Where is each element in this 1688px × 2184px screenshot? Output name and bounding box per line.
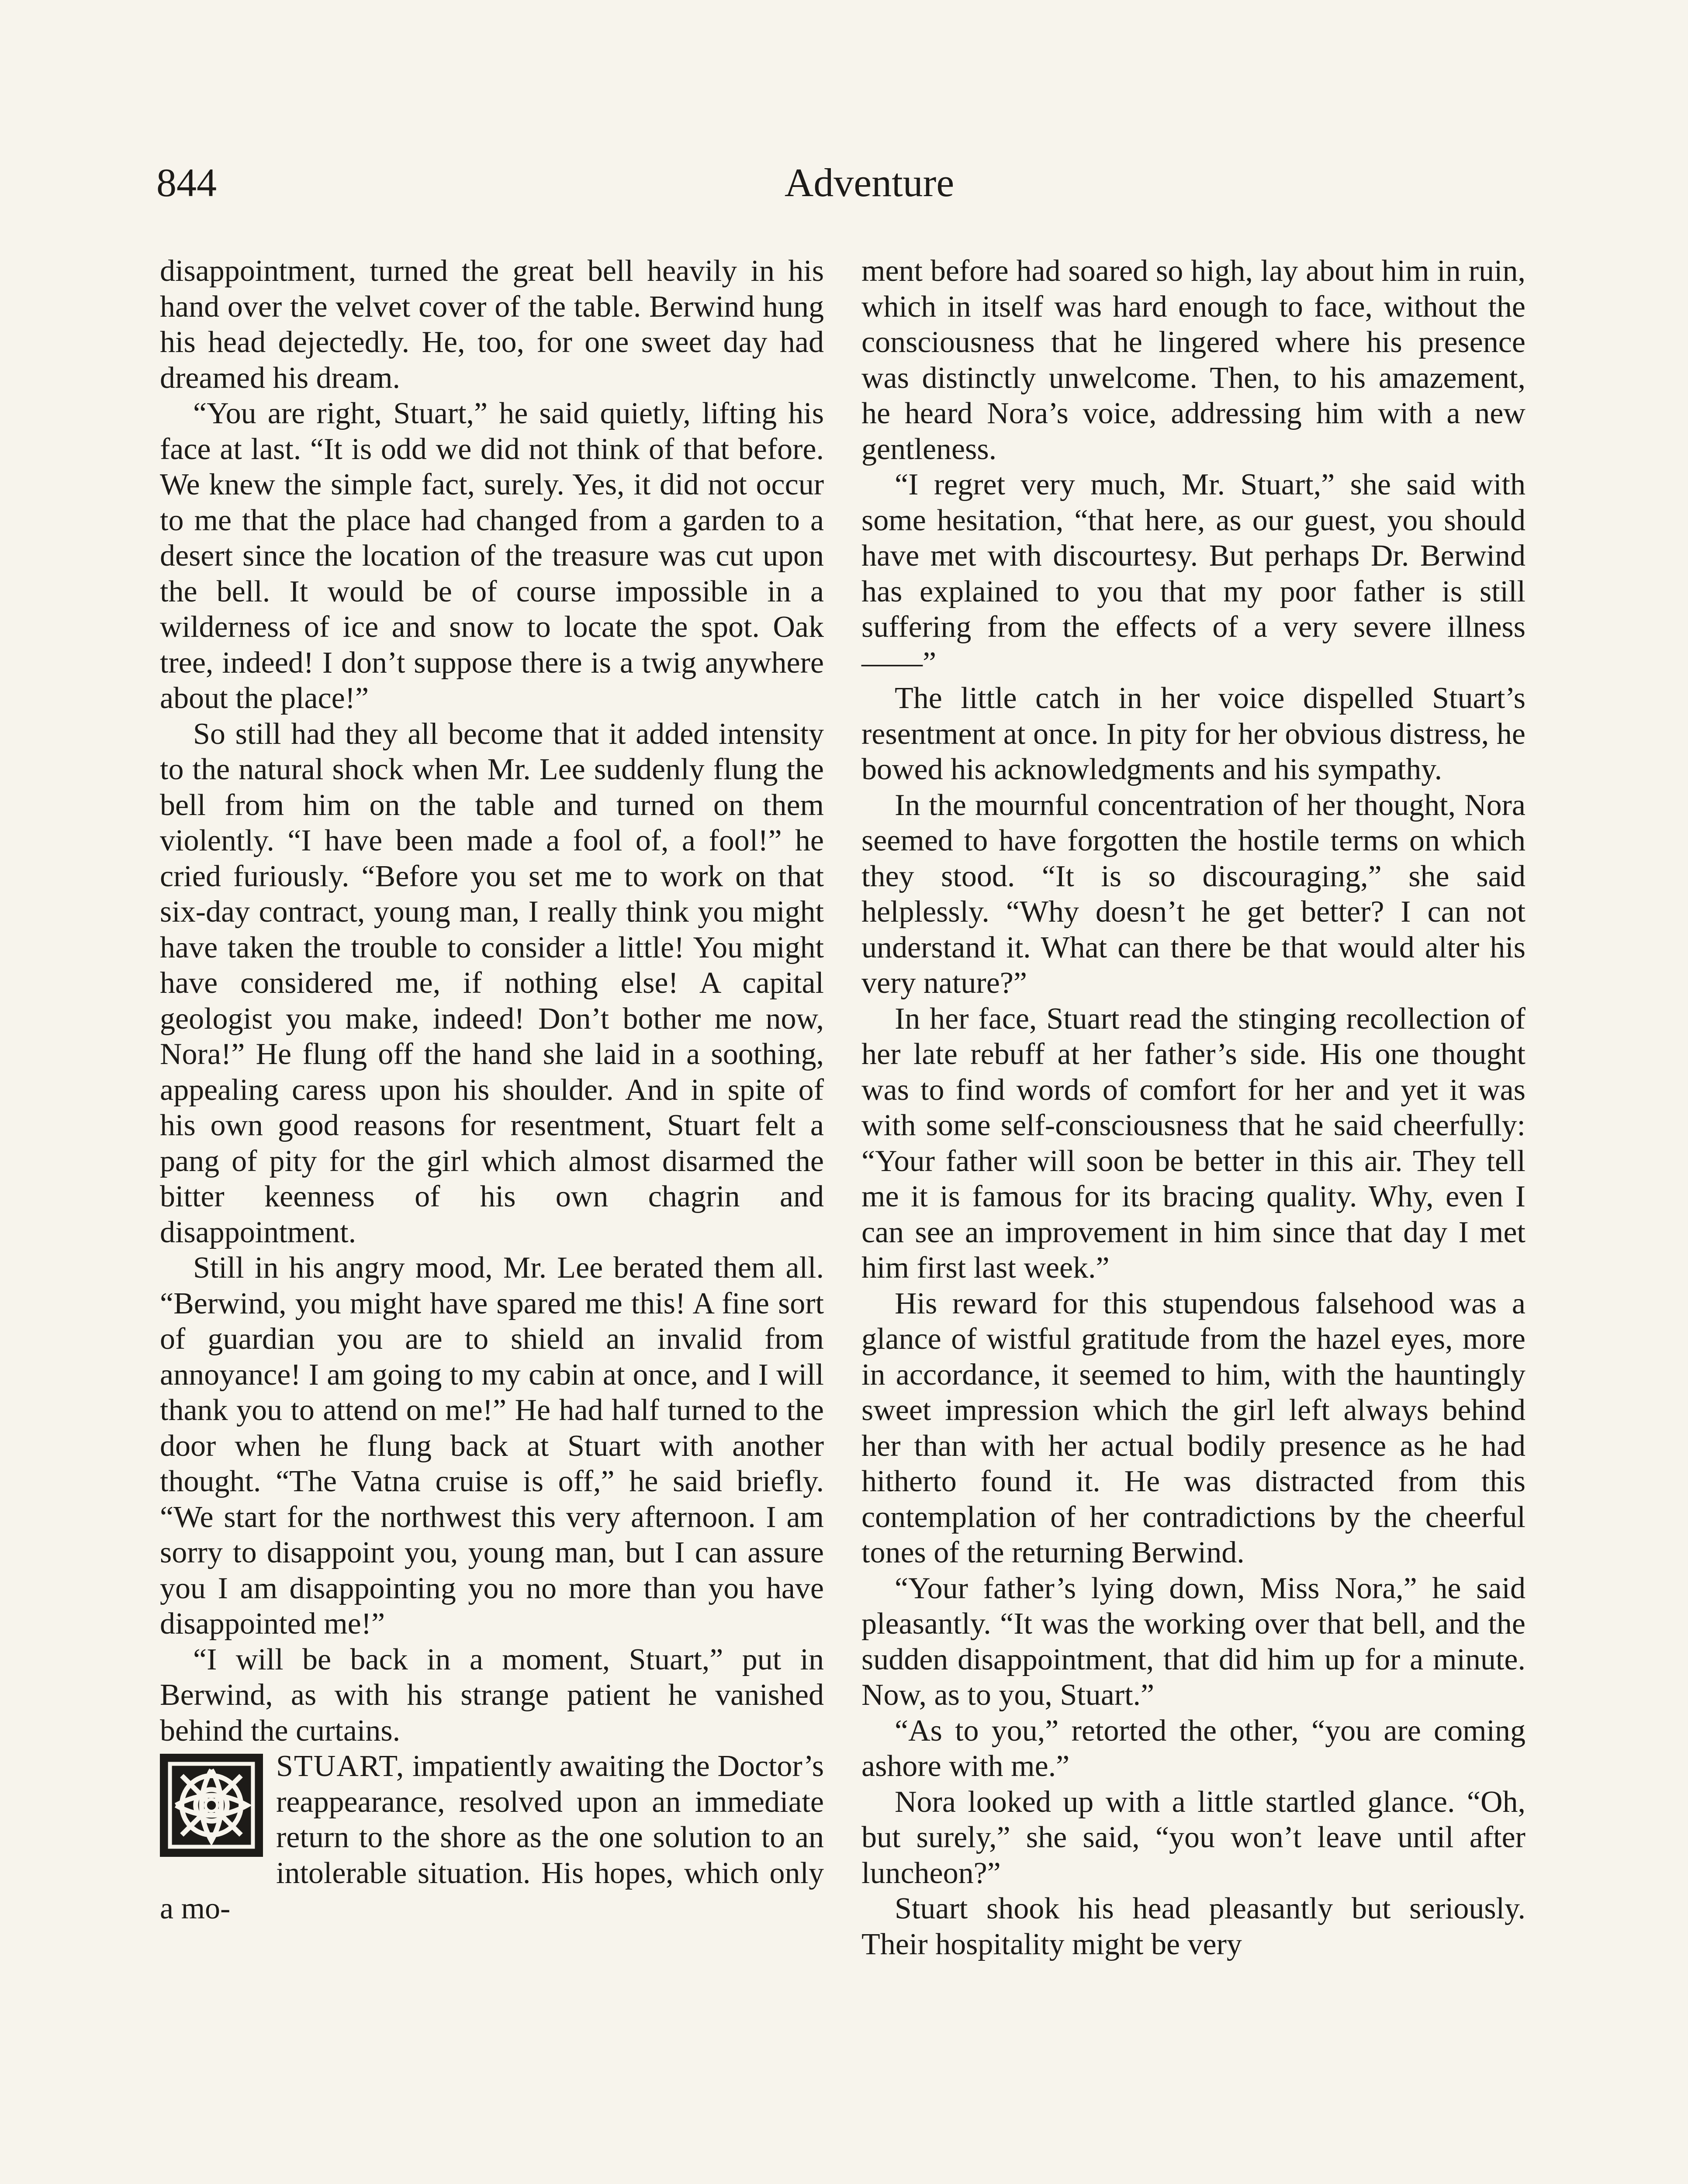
paragraph: “You are right, Stuart,” he said quietly, lifting his face at last. “It is odd we did not think of that before. We knew the simple fact, surely. Yes, it did not occur to me that the place had changed from a garden to a desert since the location of the treasure was cut upon the bell. It would be of course impossible in a wilderness of ice and snow to locate the spot. Oak tree, indeed! I don’t suppose there is a twig anywhere about the place!”: [160, 397, 824, 715]
paragraph: In the mournful concentration of her thought, Nora seemed to have forgotten the hostile terms on which they stood. “It is so discouraging,” she said helplessly. “Why doesn’t he get better? I can not understand it. What can there be that would alter his very nature?”: [861, 788, 1525, 1000]
paragraph: ment before had soared so high, lay about him in ruin, which in itself was hard enough to face, without the consciousness that he lingered where his presence was distinctly unwelcome. Then, to his amazement, he heard Nora’s voice, addressing him with a new gentleness.: [861, 254, 1525, 466]
right-column: [861, 253, 1525, 1962]
paragraph: In her face, Stuart read the stinging recollection of her late rebuff at her father’s side. His one thought was to find words of comfort for her and yet it was with some self-consciousness that he said cheerfully: “Your father will soon be better in this air. They tell me it is famous for its bracing quality. Why, even I can see an improvement in him since that day I met him first last week.”: [861, 1002, 1525, 1285]
paragraph: So still had they all become that it added intensity to the natural shock when Mr. Lee suddenly flung the bell from him on the table and turned on them violently. “I have been made a fool of, a fool!” he cried furiously. “Before you set me to work on that six-day contract, young man, I really think you might have taken the trouble to consider a little! You might have considered me, if nothing else! A capital geologist you make, indeed! Don’t bother me now, Nora!” He flung off the hand she laid in a soothing, appealing caress upon his shoulder. And in spite of his own good reasons for resentment, Stuart felt a pang of pity for the girl which almost disarmed the bitter keenness of his own chagrin and disappointment.: [160, 717, 824, 1249]
paragraph: “As to you,” retorted the other, “you are coming ashore with me.”: [861, 1714, 1525, 1783]
celtic-knot-initial-icon: [160, 1754, 263, 1857]
left-column: [160, 253, 824, 1927]
paragraph-text: impatiently awaiting the Doctor’s reappearance, resolved upon an immediate return to the shore as the one solution to an intolerable situation. His hopes, which only a mo-: [160, 1749, 824, 1925]
paragraph: Still in his angry mood, Mr. Lee berated them all. “Berwind, you might have spared me this! A fine sort of guardian you are to shield an invalid from annoyance! I am going to my cabin at once, and I will thank you to attend on me!” He had half turned to the door when he flung back at Stuart with another thought. “The Vatna cruise is off,” he said briefly. “We start for the northwest this very afternoon. I am sorry to disappoint you, young man, but I can assure you I am disappointing you no more than you have disappointed me!”: [160, 1251, 824, 1641]
paragraph: His reward for this stupendous falsehood was a glance of wistful gratitude from the hazel eyes, more in accordance, it seemed to him, with the hauntingly sweet impression which the girl left always behind her than with her actual bodily presence as he had hitherto found it. He was distracted from this contemplation of her contradictions by the cheerful tones of the returning Berwind.: [861, 1286, 1525, 1569]
paragraph: “Your father’s lying down, Miss Nora,” he said pleasantly. “It was the working over that bell, and the sudden disappointment, that did him up for a minute. Now, as to you, Stuart.”: [861, 1571, 1525, 1712]
page-number: 844: [156, 160, 217, 205]
paragraph: “I will be back in a moment, Stuart,” put in Berwind, as with his strange patient he vanished behind the curtains.: [160, 1642, 824, 1748]
section-opening-paragraph: [160, 1749, 824, 1927]
paragraph: The little catch in her voice dispelled Stuart’s resentment at once. In pity for her obvious distress, he bowed his acknowledgments and his sympathy.: [861, 681, 1525, 786]
running-title: Adventure: [784, 160, 955, 205]
section-lead-word: STUART,: [276, 1749, 405, 1783]
paragraph: Nora looked up with a little startled glance. “Oh, but surely,” she said, “you won’t leave until after luncheon?”: [861, 1785, 1525, 1890]
paragraph: Stuart shook his head pleasantly but seriously. Their hospitality might be very: [861, 1892, 1525, 1961]
paragraph: “I regret very much, Mr. Stuart,” she said with some hesitation, “that here, as our guest, you should have met with discourtesy. But perhaps Dr. Berwind has explained to you that my poor father is still suffering from the effects of a very severe illness——”: [861, 468, 1525, 680]
paragraph: disappointment, turned the great bell heavily in his hand over the velvet cover of the table. Berwind hung his head dejectedly. He, too, for one sweet day had dreamed his dream.: [160, 254, 824, 395]
